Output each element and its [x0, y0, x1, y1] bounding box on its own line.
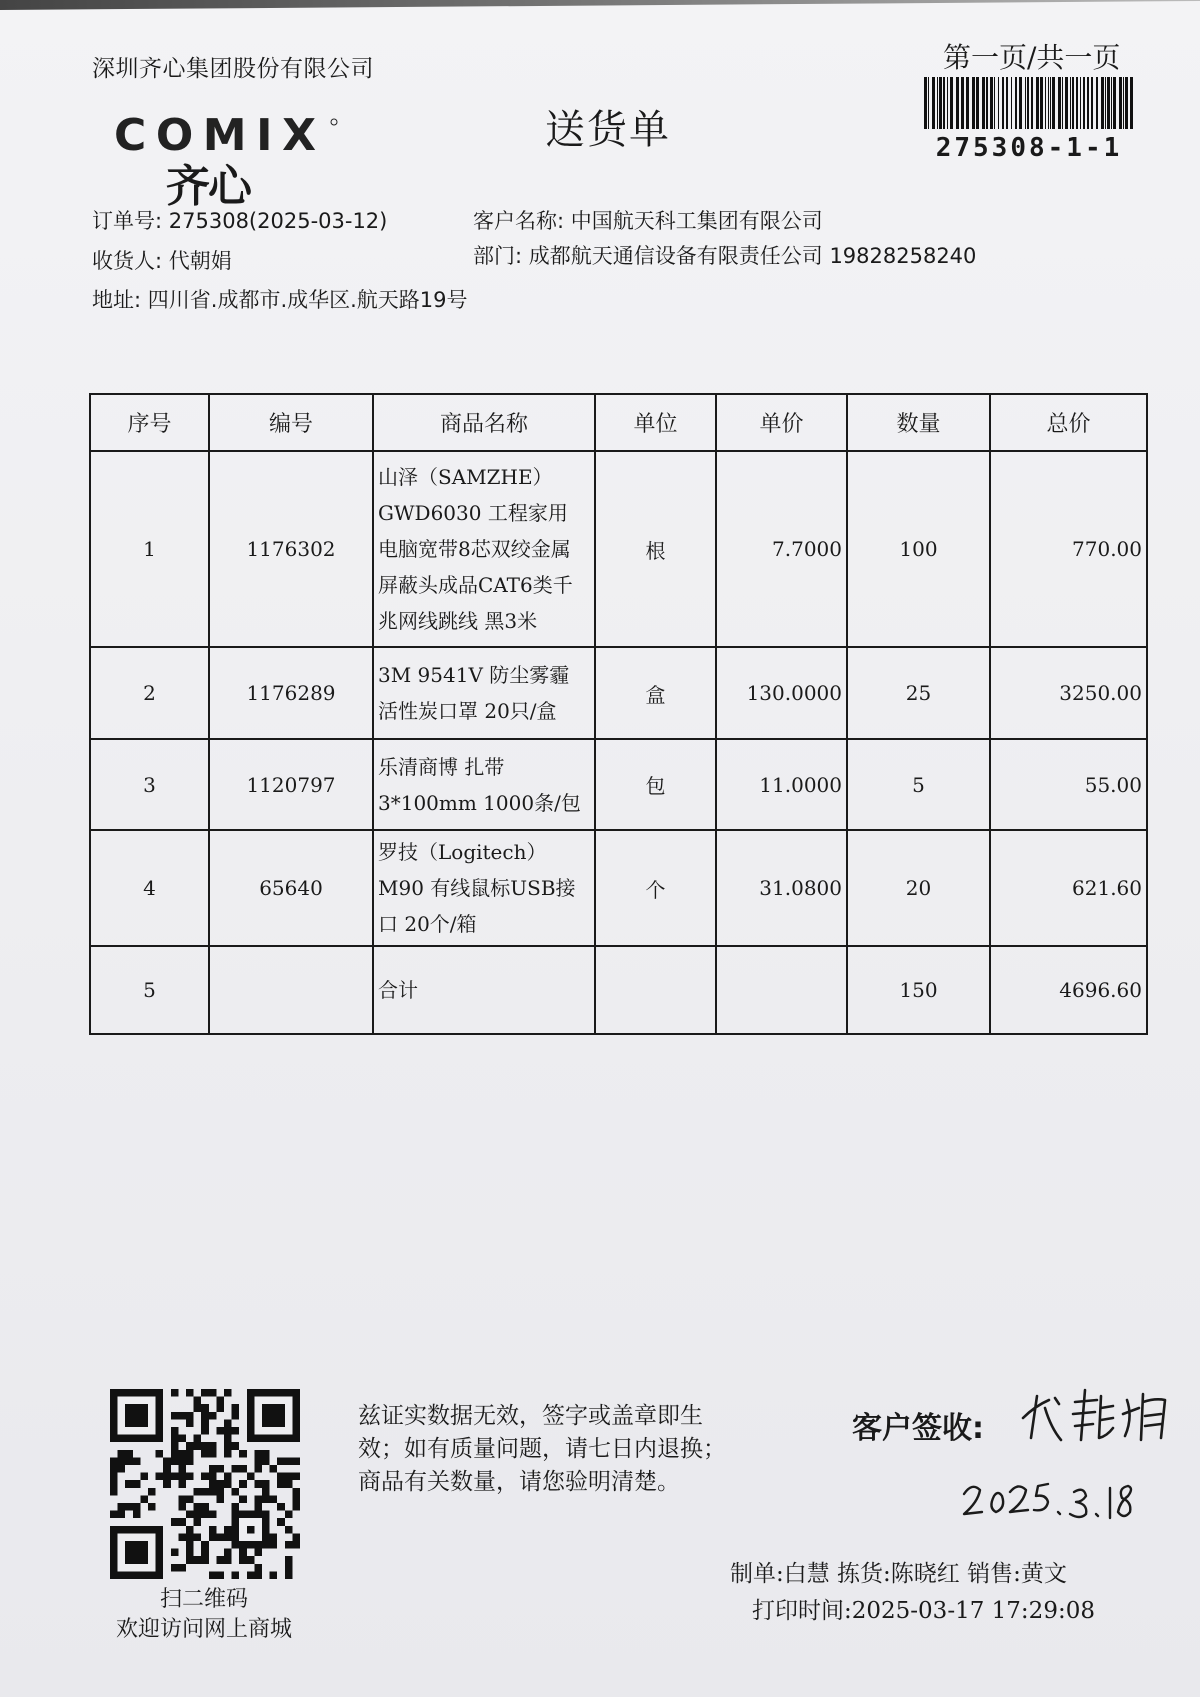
- item-name-line: M90 有线鼠标USB接: [378, 876, 576, 900]
- qr-caption-1: 扫二维码: [159, 1587, 248, 1612]
- total-price: 770.00: [990, 451, 1147, 647]
- quantity: 20: [847, 830, 990, 946]
- item-name: [373, 451, 595, 647]
- unit: 根: [595, 451, 716, 647]
- order-value: 275308(2025-03-12): [168, 209, 388, 233]
- col-header-price: 单价: [716, 394, 847, 451]
- edge-shadow: [0, 0, 1200, 10]
- unit: 盒: [595, 647, 716, 739]
- order-label: 订单号:: [92, 209, 163, 233]
- qr-code: [110, 1389, 300, 1579]
- col-header-unit: 单位: [595, 394, 716, 451]
- table-row: [90, 830, 1147, 946]
- unit: [595, 946, 716, 1034]
- item-name-line: 电脑宽带8芯双绞金属: [378, 537, 571, 561]
- customer-value: 中国航天科工集团有限公司: [570, 209, 823, 233]
- col-header-qty: 数量: [847, 394, 990, 451]
- note-line: 效；如有质量问题，请七日内退换；: [358, 1436, 726, 1462]
- page-title: 送货单: [545, 107, 671, 153]
- quantity: 100: [847, 451, 990, 647]
- handwritten-signature: [1015, 1378, 1180, 1453]
- col-header-name: 商品名称: [373, 394, 595, 451]
- item-name-line: GWD6030 工程家用: [378, 501, 568, 525]
- unit: 个: [595, 830, 716, 946]
- dept-label: 部门:: [473, 244, 523, 268]
- item-name-line: 山泽（SAMZHE）: [378, 465, 553, 489]
- total-price: 621.60: [990, 830, 1147, 946]
- quantity: 25: [847, 647, 990, 739]
- item-code: 65640: [209, 830, 373, 946]
- unit-price: 130.0000: [716, 647, 847, 739]
- item-name-line: 乐清商博 扎带: [378, 754, 505, 779]
- note-line: 商品有关数量，请您验明清楚。: [358, 1469, 680, 1495]
- row-number: 3: [90, 739, 209, 830]
- item-name: [373, 739, 595, 830]
- address: [92, 284, 468, 314]
- col-header-no: 序号: [90, 394, 209, 451]
- table-header-row: [90, 394, 1147, 451]
- col-header-total: 总价: [990, 394, 1147, 451]
- item-name: [373, 830, 595, 946]
- table-row: [90, 946, 1147, 1034]
- item-name: [373, 946, 595, 1034]
- barcode: [922, 77, 1136, 129]
- print-time: 打印时间:2025-03-17 17:29:08: [752, 1598, 1095, 1624]
- logo-cn-text: 齐心: [166, 161, 250, 212]
- col-header-code: 编号: [209, 394, 373, 451]
- item-name-line: 罗技（Logitech）: [378, 840, 547, 864]
- table-row: [90, 451, 1147, 647]
- unit-price: [716, 946, 847, 1034]
- receiver-label: 收货人:: [92, 249, 163, 273]
- barcode-number: 275308-1-1: [935, 133, 1123, 163]
- staff-line: 制单:白慧 拣货:陈晓红 销售:黄文: [730, 1561, 1067, 1587]
- order-number: [92, 205, 387, 235]
- table-row: [90, 647, 1147, 739]
- note-line: 兹证实数据无效，签字或盖章即生: [358, 1403, 703, 1429]
- page-info: 第一页/共一页: [943, 41, 1121, 74]
- row-number: 4: [90, 830, 209, 946]
- receiver-value: 代朝娟: [168, 249, 232, 273]
- unit-price: 31.0800: [716, 830, 847, 946]
- company-name: 深圳齐心集团股份有限公司: [92, 56, 374, 82]
- item-name-line: 兆网线跳线 黑3米: [378, 609, 538, 633]
- item-code: [209, 946, 373, 1034]
- unit-price: 7.7000: [716, 451, 847, 647]
- item-name-line: 活性炭口罩 20只/盒: [378, 699, 557, 723]
- receiver: [92, 245, 232, 275]
- qr-caption-2: 欢迎访问网上商城: [115, 1617, 292, 1642]
- total-price: 4696.60: [990, 946, 1147, 1034]
- department: [473, 240, 976, 270]
- item-code: 1176289: [209, 647, 373, 739]
- item-name-line: 口 20个/箱: [378, 912, 477, 936]
- address-value: 四川省.成都市.成华区.航天路19号: [147, 288, 468, 312]
- item-name-line: 屏蔽头成品CAT6类千: [378, 573, 573, 597]
- item-name-line: 合计: [378, 978, 418, 1002]
- notes: [358, 1400, 726, 1499]
- customer: [473, 205, 823, 235]
- item-name: [373, 647, 595, 739]
- item-code: 1120797: [209, 739, 373, 830]
- item-name-line: 3*100mm 1000条/包: [378, 790, 581, 815]
- address-label: 地址:: [92, 288, 142, 312]
- dept-value: 成都航天通信设备有限责任公司 19828258240: [528, 244, 977, 268]
- quantity: 5: [847, 739, 990, 830]
- item-name-line: 3M 9541V 防尘雾霾: [378, 663, 570, 687]
- row-number: 1: [90, 451, 209, 647]
- unit-price: 11.0000: [716, 739, 847, 830]
- unit: 包: [595, 739, 716, 830]
- table-row: [90, 739, 1147, 830]
- handwritten-date: [960, 1474, 1145, 1526]
- total-price: 3250.00: [990, 647, 1147, 739]
- customer-label: 客户名称:: [473, 209, 565, 233]
- sign-label: 客户签收:: [852, 1411, 984, 1446]
- goods-table: [89, 393, 1148, 1035]
- svg-text:COMIX: COMIX: [114, 110, 319, 161]
- row-number: 5: [90, 946, 209, 1034]
- row-number: 2: [90, 647, 209, 739]
- quantity: 150: [847, 946, 990, 1034]
- total-price: 55.00: [990, 739, 1147, 830]
- item-code: 1176302: [209, 451, 373, 647]
